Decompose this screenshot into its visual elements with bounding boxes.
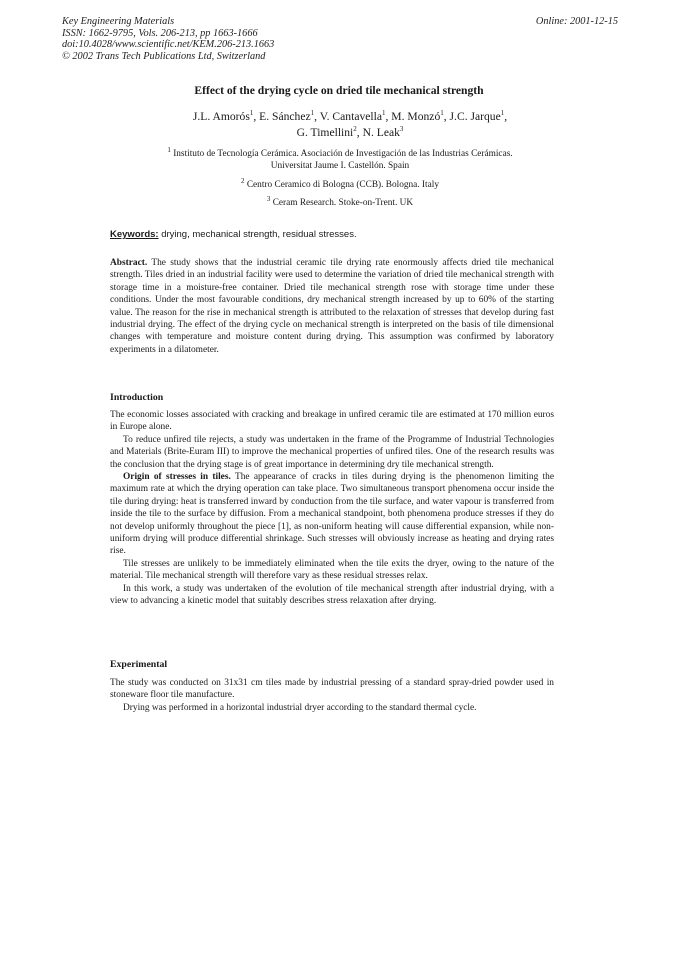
author: E. Sánchez — [259, 110, 311, 123]
paragraph: In this work, a study was undertaken of the evolution of tile mechanical strength after industrial drying, with a view to advancing a kinetic model that suitably describes stress relaxation after drying. — [110, 583, 554, 607]
affiliation-sup: 1 — [167, 145, 171, 154]
paragraph: The study was conducted on 31x31 cm tiles made by industrial pressing of a standard spray-dried powder used in stoneware floor tile manufacture. — [110, 678, 554, 701]
copyright-line: © 2002 Trans Tech Publications Ltd, Switzerland — [62, 50, 266, 62]
abstract-text: The study shows that the industrial ceramic tile drying rate enormously affects dried tile mechanical strength. Tiles dried in an industrial facility were used to determine the variation of dried tile mechanical strength with storage time in a moisture-free container. Dried tile mechanical strength rose with storage time under these conditions. Under the most favourable conditions, dry mechanical strength increased by up to 60% of the starting value. The reason for the rise in mechanical strength is attributed to the relaxation of stresses that develop during fast industrial drying. The effect of the drying cycle on mechanical strength is interpreted on the basis of tile dimensional changes with temperature and moisture content during drying. This assumption was confirmed by laboratory experiments in a dilatometer. — [110, 258, 554, 355]
subsection-label: Origin of stresses in tiles. — [123, 472, 231, 483]
affiliation-sup: 2 — [241, 176, 245, 185]
paragraph: Tile stresses are unlikely to be immediately eliminated when the tile exits the dryer, owing to the nature of the material. Tile mechanical strength will therefore vary as these residual stresses relax. — [110, 558, 554, 582]
author-sup: 3 — [399, 124, 404, 133]
journal-header — [62, 16, 620, 62]
introduction-body — [110, 409, 554, 608]
author-sup: 1 — [249, 109, 254, 118]
online-date: Online: 2001-12-15 — [535, 16, 618, 27]
issn-line: ISSN: 1662-9795, Vols. 206-213, pp 1663-1666 — [62, 27, 258, 39]
author-sup: 1 — [382, 109, 386, 118]
paragraph: The economic losses associated with cracking and breakage in unfired ceramic tile are estimated at 170 million euros in Europe alone. — [110, 410, 554, 433]
paragraph — [110, 471, 554, 558]
affiliation-text: Universitat Jaume I. Castellón. Spain — [270, 161, 410, 171]
paragraph-text: The appearance of cracks in tiles during drying is the phenomenon limiting the maximum rate at which the drying operation can take place. Two simultaneous transport phenomena occur inside the tile during drying: heat is transferred inward by conduction from the tile surface, and water vapour is transferred from inside the tile to the surface by diffusion. From a mechanical standpoint, both phenomena produce stresses if they do not develop uniformly throughout the piece [1], as non-uniform heating will cause differential expansion, while non-uniform drying will produce differential shrinkage. Such stresses will obviously increase as heating and drying rates rise. — [110, 472, 554, 557]
doi-line: doi:10.4028/www.scientific.net/KEM.206-213.1663 — [62, 39, 275, 51]
author: J.C. Jarque — [449, 110, 501, 123]
affiliation-text: Centro Ceramico di Bologna (CCB). Bologna. Italy — [246, 180, 439, 190]
abstract — [110, 257, 554, 356]
affiliation-text: Ceram Research. Stoke-on-Trent. UK — [272, 198, 414, 208]
affiliation-text: Instituto de Tecnología Cerámica. Asociación de Investigación de las Industrias Cerámicas. — [173, 149, 513, 159]
affiliation-3 — [80, 194, 600, 209]
abstract-label: Abstract. — [110, 258, 148, 268]
author: V. Cantavella — [319, 110, 382, 123]
author-sup: 2 — [353, 124, 357, 133]
keywords — [110, 229, 357, 240]
author: N. Leak — [362, 125, 400, 139]
author: J.L. Amorós — [192, 110, 250, 123]
author-sup: 1 — [310, 109, 315, 118]
author-sup: 1 — [440, 109, 444, 118]
paragraph: Drying was performed in a horizontal industrial dryer according to the standard thermal cycle. — [123, 702, 477, 713]
author: M. Monzó — [391, 110, 441, 123]
paragraph: To reduce unfired tile rejects, a study was undertaken in the frame of the Programme of Industrial Technologies and Materials (Brite-Euram III) to improve the mechanical properties of unfired tiles. One of the research results was the conclusion that the drying stage is of great importance in determining dry tile mechanical strength. — [110, 434, 554, 470]
affiliation-1 — [80, 145, 600, 172]
introduction-heading: Introduction — [110, 392, 164, 403]
author-sup: 1 — [500, 109, 505, 118]
author: G. Timellini — [296, 125, 354, 139]
paper-title: Effect of the drying cycle on dried tile mechanical strength — [194, 84, 484, 97]
keywords-text: drying, mechanical strength, residual stresses. — [161, 229, 357, 240]
keywords-label: Keywords: — [110, 229, 159, 240]
author-list: J.L. Amorós$^1$, E. Sánchez$^1$, V. Cantavella$^1$, M. Monzó$^1$, J.C. Jarque$^1$, G. Timellini$^2$, N. Leak$^3$ — [192, 109, 508, 139]
affiliation-2 — [80, 176, 600, 191]
experimental-body — [110, 677, 554, 714]
journal-name: Key Engineering Materials — [62, 16, 175, 27]
affiliation-sup: 3 — [266, 194, 271, 203]
experimental-heading: Experimental — [110, 659, 168, 670]
